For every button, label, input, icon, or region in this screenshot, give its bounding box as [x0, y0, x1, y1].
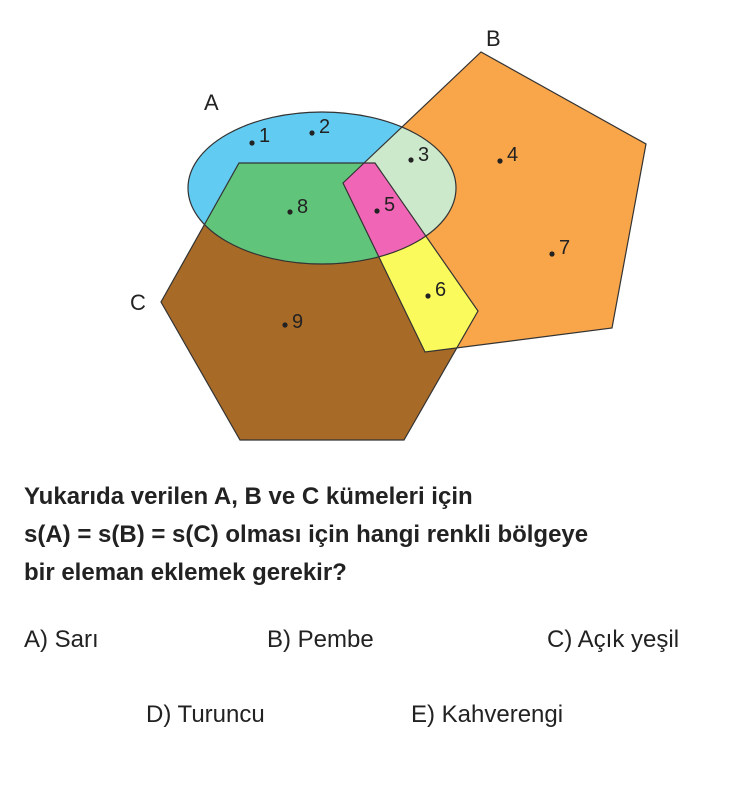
question-line-1: Yukarıda verilen A, B ve C kümeleri için: [24, 483, 473, 510]
question-line-3: bir eleman eklemek gerekir?: [24, 559, 347, 586]
element-2-label: 2: [319, 116, 331, 138]
element-7-dot: [549, 251, 554, 256]
element-4-dot: [497, 158, 502, 163]
element-5-dot: [374, 208, 379, 213]
element-4-label: 4: [507, 144, 519, 166]
element-7-label: 7: [559, 237, 571, 259]
element-3-label: 3: [418, 144, 430, 166]
element-3-dot: [408, 157, 413, 162]
element-6-label: 6: [435, 279, 447, 301]
option-c[interactable]: C) Açık yeşil: [547, 626, 680, 653]
option-a[interactable]: A) Sarı: [24, 626, 99, 653]
element-9-dot: [282, 322, 287, 327]
element-8-label: 8: [297, 196, 309, 218]
element-8-dot: [287, 209, 292, 214]
element-9-label: 9: [292, 311, 304, 333]
option-e[interactable]: E) Kahverengi: [411, 701, 564, 728]
element-6-dot: [425, 293, 430, 298]
set-a-label: A: [204, 90, 219, 115]
question-text: [24, 478, 714, 592]
set-c-label: C: [130, 290, 146, 315]
set-b-label: B: [486, 26, 501, 51]
option-d[interactable]: D) Turuncu: [146, 701, 265, 728]
element-1-label: 1: [259, 125, 271, 147]
element-2-dot: [309, 130, 314, 135]
element-1-dot: [249, 140, 254, 145]
option-b[interactable]: B) Pembe: [267, 626, 374, 653]
question-line-2: s(A) = s(B) = s(C) olması için hangi renkli bölgeye: [24, 521, 589, 548]
element-5-label: 5: [384, 194, 396, 216]
